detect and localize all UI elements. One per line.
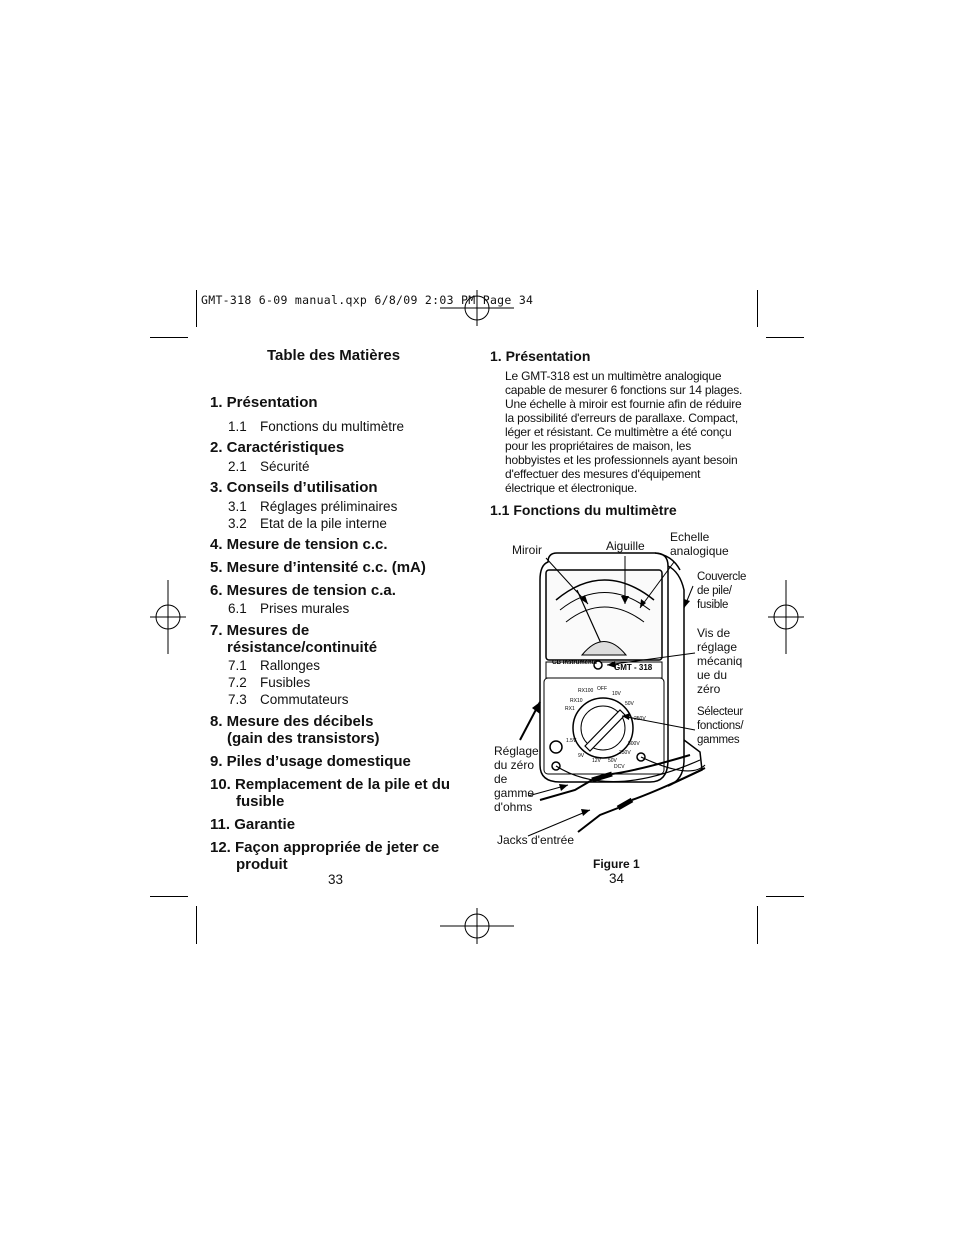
device-brand: GB Instruments: [552, 660, 598, 666]
toc-item: 8. Mesure des décibels (gain des transistors): [210, 713, 380, 747]
label-aiguille: Aiguille: [606, 539, 645, 553]
device-model: GMT - 318: [614, 663, 653, 672]
toc-subitem: 3.1 Réglages préliminaires: [228, 499, 398, 514]
dial-label: 250V: [619, 750, 631, 756]
dial-label: RX100: [578, 688, 594, 694]
toc-subitem: 2.1 Sécurité: [228, 459, 310, 474]
intro-paragraph: Le GMT-318 est un multimètre analogique capable de mesurer 6 fonctions sur 14 plages. Une échelle à miroir est fournie afin de réduire la possibilité d'erreurs de parallaxe. Compact, léger et résistant. Ce multimètre a été conçu pour les propriétaires de maison, les hobbyistes et les professionnels ayant besoin d'effectuer des mesures d'équipement électrique et électronique.: [505, 369, 743, 495]
page-number-left: 33: [328, 872, 344, 887]
toc-title: Table des Matières: [267, 347, 401, 364]
toc-item: 12. Façon appropriée de jeter ce produit: [210, 839, 440, 873]
label-selecteur: Sélecteur fonctions/ gammes: [697, 706, 744, 746]
label-reglage: Réglage du zéro de gamme d'ohms: [494, 744, 539, 814]
dial-label: 250V: [634, 716, 646, 722]
page-number-right: 34: [609, 871, 625, 886]
dial-label: 50V: [625, 701, 634, 707]
toc-item: 9. Piles d’usage domestique: [210, 753, 411, 770]
slug-line: GMT-318 6-09 manual.qxp 6/8/09 2:03 PM Page 34: [201, 293, 534, 307]
toc-item: 1. Présentation: [210, 394, 318, 411]
label-echelle: Echelle analogique: [670, 530, 729, 558]
dial-label: DCV: [614, 764, 625, 770]
label-couvercle: Couvercle de pile/ fusible: [697, 571, 747, 611]
section-title: 1. Présentation: [490, 348, 591, 364]
dial-label: 1.5V: [566, 738, 577, 744]
toc-item: 5. Mesure d’intensité c.c. (mA): [210, 559, 426, 576]
toc-item: 7. Mesures de résistance/continuité: [210, 622, 378, 656]
label-vis: Vis de réglage mécaniq ue du zéro: [697, 626, 743, 696]
dial-label: 10V: [612, 691, 621, 697]
toc-subitem: 1.1 Fonctions du multimètre: [228, 419, 405, 434]
toc-subitem: 6.1 Prises murales: [228, 601, 350, 616]
toc-item: 6. Mesures de tension c.a.: [210, 582, 396, 599]
dial-label: 50V: [608, 758, 617, 764]
label-miroir: Miroir: [512, 543, 542, 557]
toc-item: 11. Garantie: [210, 816, 296, 833]
toc-subitem: 7.3 Commutateurs: [228, 692, 349, 707]
toc-item: 3. Conseils d’utilisation: [210, 479, 378, 496]
dial-label: RX1: [565, 706, 575, 712]
subsection-title: 1.1 Fonctions du multimètre: [490, 502, 677, 518]
toc-subitem: 7.2 Fusibles: [228, 675, 311, 690]
dial-label: 12V: [592, 758, 601, 764]
dial-label: OFF: [597, 686, 607, 692]
dial-label: 500V: [628, 741, 640, 747]
dial-label: RX10: [570, 698, 583, 704]
toc-item: 10. Remplacement de la pile et du fusible: [210, 776, 451, 810]
toc-item: 2. Caractéristiques: [210, 439, 345, 456]
toc-item: 4. Mesure de tension c.c.: [210, 536, 388, 553]
toc-subitem: 3.2 Etat de la pile interne: [228, 516, 387, 531]
figure-caption: Figure 1: [593, 857, 640, 871]
label-jacks: Jacks d'entrée: [497, 833, 574, 847]
toc-subitem: 7.1 Rallonges: [228, 658, 321, 673]
dial-label: 9V: [578, 753, 585, 759]
